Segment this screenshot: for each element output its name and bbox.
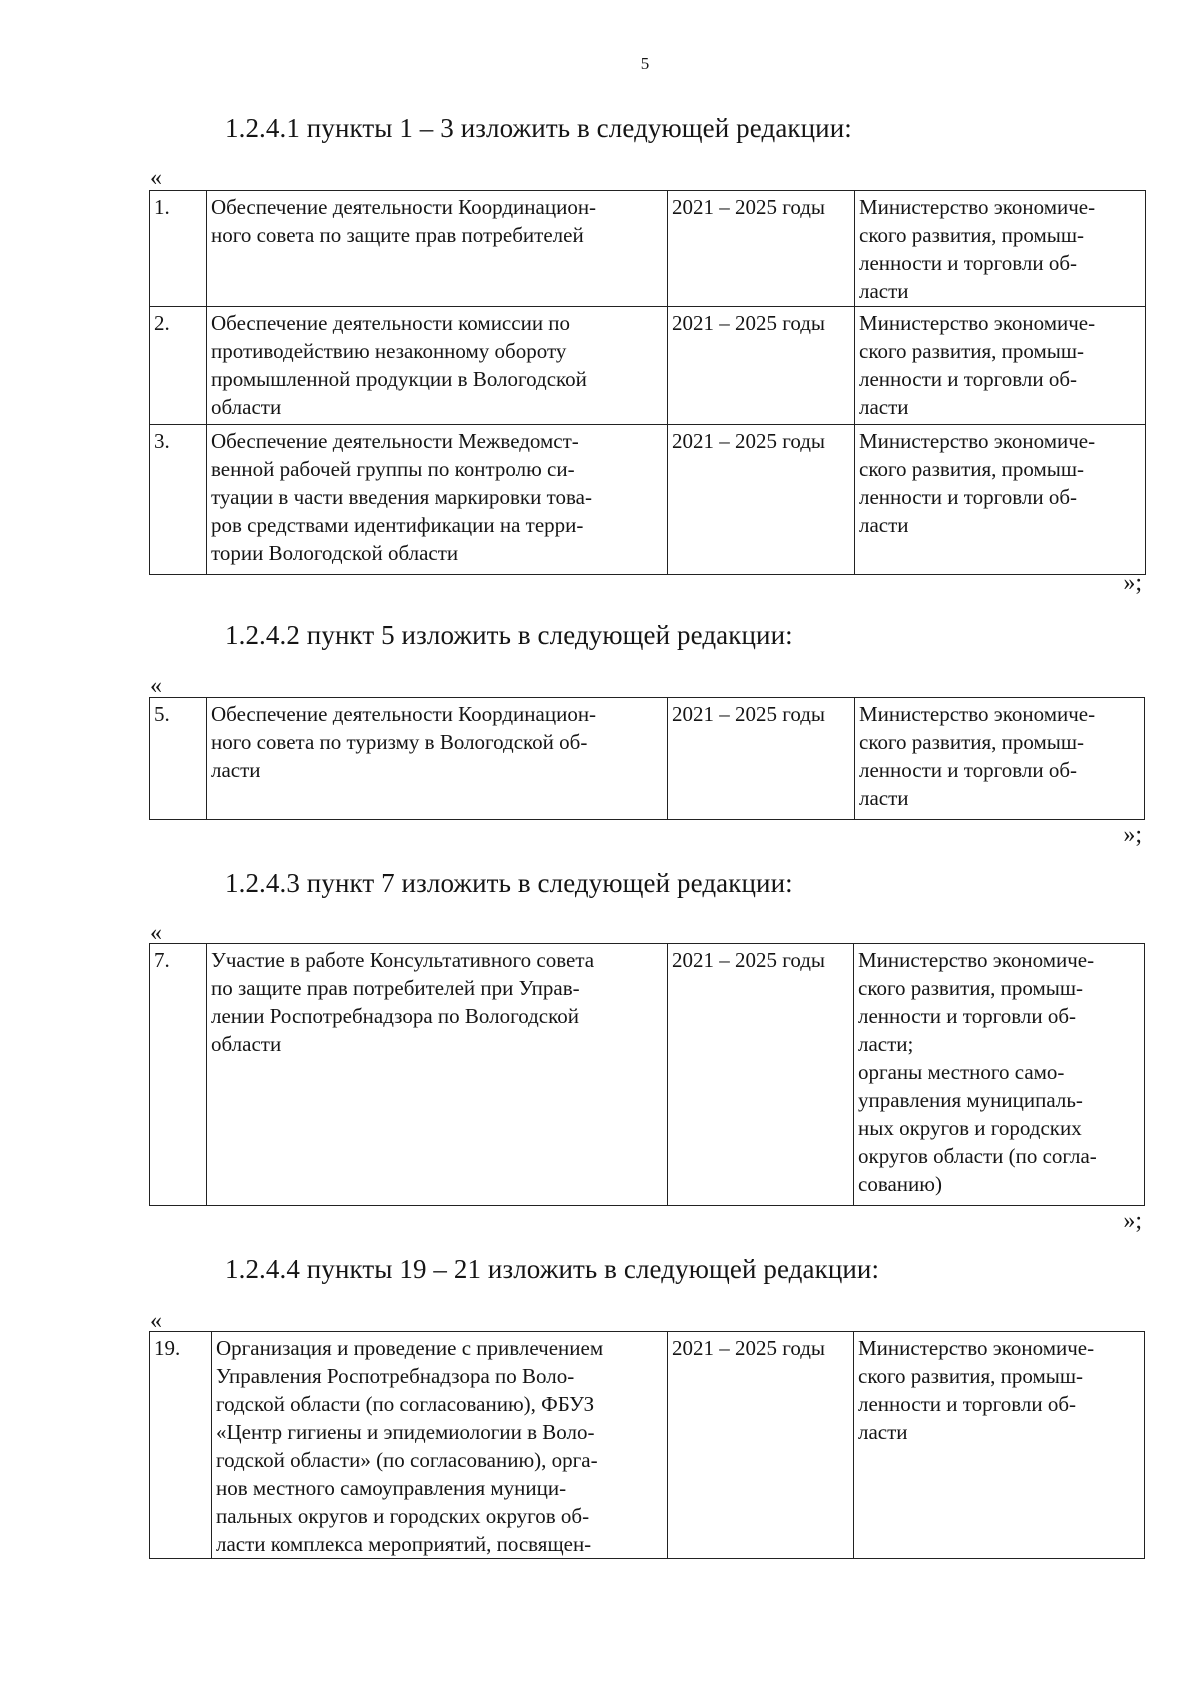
- activity-line: Управления Роспотребнадзора по Воло-: [216, 1364, 575, 1388]
- executor-line: ленности и торговли об-: [858, 1004, 1077, 1028]
- close-quote: »;: [1123, 1208, 1142, 1234]
- activity-cell: [207, 944, 668, 1206]
- activity-line: Обеспечение деятельности Координацион-: [211, 702, 597, 726]
- activity-line: лении Роспотребнадзора по Вологодской: [211, 1004, 579, 1028]
- item-number: 7.: [150, 944, 207, 1206]
- activity-line: области: [211, 1032, 282, 1056]
- executor-line: ленности и торговли об-: [859, 758, 1078, 782]
- activity-line: годской области (по согласованию), ФБУЗ: [216, 1392, 595, 1416]
- executor-line: ленности и торговли об-: [858, 1392, 1077, 1416]
- executor-line: Министерство экономиче-: [858, 1336, 1095, 1360]
- activity-line: ного совета по туризму в Вологодской об-: [211, 730, 588, 754]
- executor-cell: [855, 425, 1146, 575]
- open-quote: «: [150, 920, 162, 946]
- section-heading: 1.2.4.1 пункты 1 – 3 изложить в следующей редакции:: [225, 113, 852, 143]
- table-row: [150, 698, 1145, 820]
- activity-line: ного совета по защите прав потребителей: [211, 223, 584, 247]
- executor-cell: [855, 191, 1146, 307]
- activity-line: Обеспечение деятельности Межведомст-: [211, 429, 579, 453]
- section-heading: 1.2.4.2 пункт 5 изложить в следующей редакции:: [225, 620, 793, 650]
- table-row: [150, 1332, 1145, 1559]
- page-number: 5: [640, 54, 650, 73]
- item-number: 1.: [150, 191, 207, 307]
- executor-line: ленности и торговли об-: [859, 251, 1078, 275]
- executor-line: ласти: [859, 786, 909, 810]
- items-table: [149, 1331, 1145, 1559]
- items-table: [149, 190, 1146, 575]
- executor-cell: [855, 307, 1146, 425]
- items-table: [149, 943, 1145, 1206]
- executor-cell: [855, 698, 1145, 820]
- activity-line: ров средствами идентификации на терри-: [211, 513, 584, 537]
- activity-cell: [207, 191, 668, 307]
- executor-line: ленности и торговли об-: [859, 367, 1078, 391]
- activity-line: Обеспечение деятельности комиссии по: [211, 311, 571, 335]
- activity-line: Организация и проведение с привлечением: [216, 1336, 604, 1360]
- executor-line: ского развития, промыш-: [859, 339, 1085, 363]
- item-number: 2.: [150, 307, 207, 425]
- item-number: 3.: [150, 425, 207, 575]
- executor-line: Министерство экономиче-: [859, 702, 1096, 726]
- executor-cell: [854, 1332, 1145, 1559]
- activity-line: Обеспечение деятельности Координацион-: [211, 195, 597, 219]
- items-table: [149, 697, 1145, 820]
- activity-cell: [207, 425, 668, 575]
- executor-line: Министерство экономиче-: [859, 311, 1096, 335]
- executor-line: ского развития, промыш-: [858, 1364, 1084, 1388]
- executor-line: округов области (по согла-: [858, 1144, 1097, 1168]
- executor-line: ласти: [858, 1420, 908, 1444]
- section-heading: 1.2.4.4 пункты 19 – 21 изложить в следующей редакции:: [225, 1254, 880, 1284]
- executor-line: управления муниципаль-: [858, 1088, 1083, 1112]
- executor-line: ных округов и городских: [858, 1116, 1082, 1140]
- activity-line: «Центр гигиены и эпидемиологии в Воло-: [216, 1420, 595, 1444]
- executor-line: ского развития, промыш-: [859, 457, 1085, 481]
- open-quote: «: [150, 165, 162, 191]
- period-cell: 2021 – 2025 годы: [668, 698, 855, 820]
- executor-line: ласти: [859, 513, 909, 537]
- activity-line: области: [211, 395, 282, 419]
- executor-line: ленности и торговли об-: [859, 485, 1078, 509]
- item-number: 19.: [150, 1332, 212, 1559]
- activity-line: венной рабочей группы по контролю си-: [211, 457, 575, 481]
- open-quote: «: [150, 1308, 162, 1334]
- executor-line: ласти: [859, 395, 909, 419]
- period-cell: 2021 – 2025 годы: [668, 307, 855, 425]
- executor-line: ского развития, промыш-: [859, 223, 1085, 247]
- activity-line: годской области» (по согласованию), орга-: [216, 1448, 598, 1472]
- executor-line: ласти: [859, 279, 909, 303]
- executor-line: Министерство экономиче-: [859, 195, 1096, 219]
- activity-line: противодействию незаконному обороту: [211, 339, 567, 363]
- activity-line: промышленной продукции в Вологодской: [211, 367, 587, 391]
- executor-line: ского развития, промыш-: [859, 730, 1085, 754]
- open-quote: «: [150, 673, 162, 699]
- table-row: [150, 307, 1146, 425]
- table-row: [150, 191, 1146, 307]
- executor-line: ласти;: [858, 1032, 914, 1056]
- activity-line: нов местного самоуправления муници-: [216, 1476, 567, 1500]
- activity-line: туации в части введения маркировки това-: [211, 485, 592, 509]
- executor-line: ского развития, промыш-: [858, 976, 1084, 1000]
- activity-cell: [207, 698, 668, 820]
- table-row: [150, 944, 1145, 1206]
- close-quote: »;: [1123, 570, 1142, 596]
- period-cell: 2021 – 2025 годы: [668, 1332, 854, 1559]
- activity-cell: [212, 1332, 668, 1559]
- activity-line: Участие в работе Консультативного совета: [211, 948, 595, 972]
- activity-line: ласти комплекса мероприятий, посвящен-: [216, 1532, 592, 1556]
- activity-cell: [207, 307, 668, 425]
- table-row: [150, 425, 1146, 575]
- section-heading: 1.2.4.3 пункт 7 изложить в следующей редакции:: [225, 868, 793, 898]
- executor-line: органы местного само-: [858, 1060, 1065, 1084]
- item-number: 5.: [150, 698, 207, 820]
- executor-line: сованию): [858, 1172, 942, 1196]
- activity-line: ласти: [211, 758, 261, 782]
- period-cell: 2021 – 2025 годы: [668, 191, 855, 307]
- period-cell: 2021 – 2025 годы: [668, 425, 855, 575]
- activity-line: тории Вологодской области: [211, 541, 459, 565]
- activity-line: по защите прав потребителей при Управ-: [211, 976, 580, 1000]
- executor-line: Министерство экономиче-: [858, 948, 1095, 972]
- executor-cell: [854, 944, 1145, 1206]
- executor-line: Министерство экономиче-: [859, 429, 1096, 453]
- activity-line: пальных округов и городских округов об-: [216, 1504, 590, 1528]
- close-quote: »;: [1123, 822, 1142, 848]
- period-cell: 2021 – 2025 годы: [668, 944, 854, 1206]
